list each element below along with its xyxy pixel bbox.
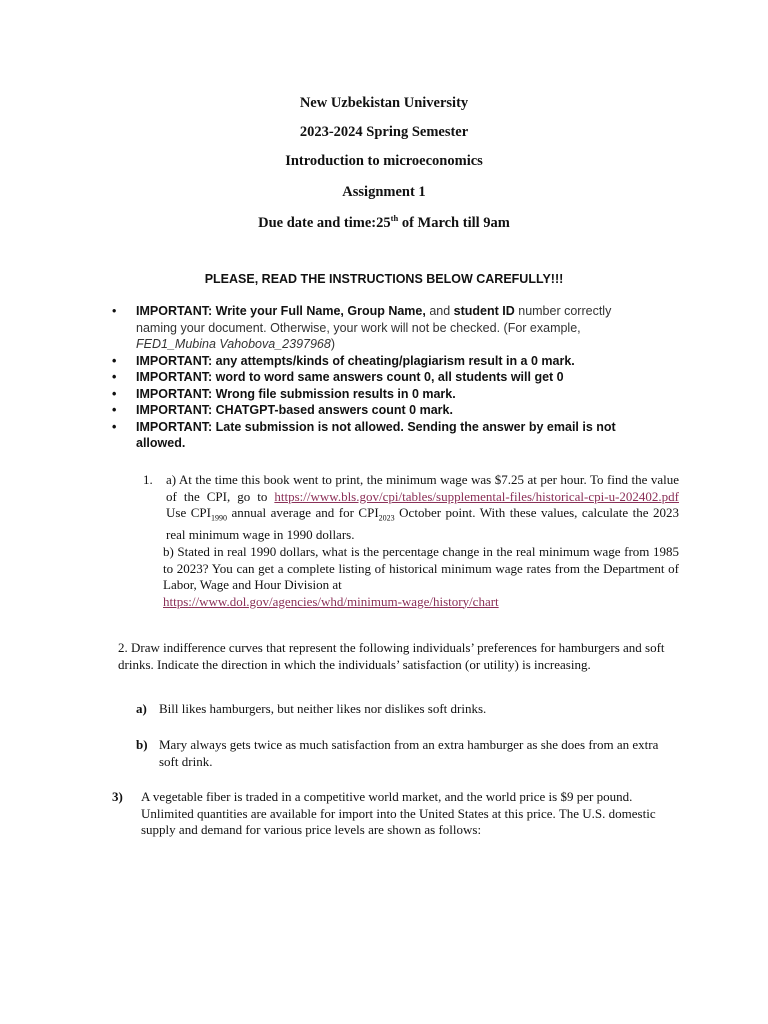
instruction-item: [112, 386, 652, 403]
due-date-sup: th: [390, 213, 399, 223]
instruction-item: [112, 419, 652, 452]
bullet-icon: •: [112, 370, 117, 384]
bullet-icon: •: [112, 403, 117, 417]
instruction-bold: IMPORTANT: Write your Full Name, Group Name,: [136, 304, 426, 318]
bullet-icon: •: [112, 386, 117, 401]
bullet-icon: •: [112, 419, 117, 434]
dol-wage-history-link[interactable]: https://www.dol.gov/agencies/whd/minimum-wage/history/chart: [163, 593, 499, 609]
question-1a-text: October point. With these values, calculate the 2023 real minimum wage in 1990 dollars.: [166, 505, 679, 543]
course-title: Introduction to microeconomics: [285, 153, 483, 169]
question-2a-text: Bill likes hamburgers, but neither likes nor dislikes soft drinks.: [159, 701, 487, 716]
question-1a-text: a) At the time this book went to print, the minimum wage was $7.25 at per hour. To find the value of the CPI, go to: [166, 472, 679, 504]
university-name: New Uzbekistan University: [299, 95, 469, 111]
due-date: [0, 213, 768, 232]
question-1b-text: b) Stated in real 1990 dollars, what is the percentage change in the real minimum wage from 1985 to 2023? You can get a complete listing of historical minimum wage rates from the Department of Labor, Wage and Hour Division at: [163, 544, 679, 592]
cpi-1990-subscript: 1990: [210, 513, 227, 523]
instruction-text: ): [330, 337, 335, 351]
instruction-text: IMPORTANT: Late submission is not allowed. Sending the answer by email is not allowed.: [136, 419, 616, 450]
instruction-item: [112, 402, 652, 419]
question-2b-label: b): [136, 737, 148, 752]
instructions-warning: PLEASE, READ THE INSTRUCTIONS BELOW CAREFULLY!!!: [204, 272, 564, 286]
instruction-item: [112, 369, 652, 386]
question-3-label: 3): [112, 789, 123, 804]
question-2a-label: a): [136, 701, 147, 716]
due-date-suffix: of March till 9am: [398, 214, 510, 231]
question-1b: [163, 544, 679, 610]
instruction-text: IMPORTANT: word to word same answers count 0, all students will get 0: [136, 370, 564, 384]
bullet-icon: •: [112, 353, 117, 368]
bullet-icon: •: [112, 304, 117, 318]
question-2-text: 2. Draw indifference curves that represent the following individuals’ preferences for hamburgers and soft drinks. Indicate the direction in which the individuals’ satisfaction (or utility) is increasing.: [118, 640, 665, 672]
instruction-text: IMPORTANT: any attempts/kinds of cheating/plagiarism result in a 0 mark.: [136, 353, 575, 368]
question-2b-text: Mary always gets twice as much satisfaction from an extra hamburger as she does from an extra soft drink.: [159, 737, 659, 769]
instruction-text: IMPORTANT: CHATGPT-based answers count 0 mark.: [136, 403, 453, 417]
cpi-2023-subscript: 2023: [378, 513, 395, 523]
instruction-item: [112, 303, 652, 353]
question-1-number: 1.: [143, 472, 153, 487]
assignment-title: Assignment 1: [342, 184, 426, 200]
instruction-item: [112, 353, 652, 370]
instruction-text: and: [425, 304, 454, 318]
due-date-prefix: Due date and time:25: [258, 214, 391, 231]
instruction-text: number correctly naming your document. Otherwise, your work will not be checked. (For example,: [136, 304, 612, 335]
question-2: [118, 640, 680, 673]
semester: 2023-2024 Spring Semester: [299, 124, 469, 140]
question-1a: [166, 472, 679, 544]
bls-cpi-link[interactable]: https://www.bls.gov/cpi/tables/supplemental-files/historical-cpi-u-202402.pdf: [274, 488, 679, 504]
question-1a-text: annual average and for CPI: [226, 505, 379, 520]
filename-example: FED1_Mubina Vahobova_2397968: [136, 337, 331, 351]
instructions-list: [112, 303, 652, 452]
instruction-bold: student ID: [453, 304, 515, 318]
question-3-text: A vegetable fiber is traded in a competitive world market, and the world price is $9 per pound. Unlimited quantities are available for import into the United States at this price. The U.S. domestic supply and demand for various price levels are shown as follows:: [141, 789, 656, 837]
question-1a-text: Use CPI: [166, 505, 211, 520]
instruction-text: IMPORTANT: Wrong file submission results in 0 mark.: [136, 386, 456, 401]
